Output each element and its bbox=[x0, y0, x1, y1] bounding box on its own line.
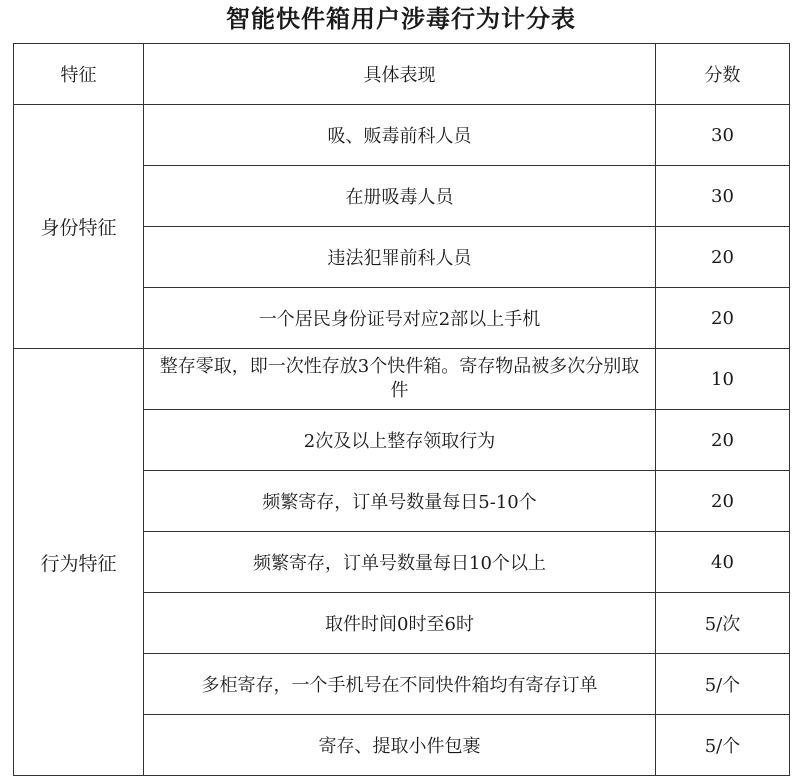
row-description: 在册吸毒人员 bbox=[144, 166, 656, 227]
row-score: 20 bbox=[656, 288, 790, 349]
category-behavior: 行为特征 bbox=[14, 349, 144, 776]
header-feature: 特征 bbox=[14, 44, 144, 105]
page-title: 智能快件箱用户涉毒行为计分表 bbox=[226, 5, 576, 33]
table-row bbox=[14, 105, 790, 166]
table-header-row bbox=[14, 44, 790, 105]
row-score: 30 bbox=[656, 166, 790, 227]
score-table bbox=[13, 43, 790, 776]
row-description: 取件时间0时至6时 bbox=[144, 593, 656, 654]
row-score: 5/次 bbox=[656, 593, 790, 654]
category-identity: 身份特征 bbox=[14, 105, 144, 349]
row-score: 20 bbox=[656, 227, 790, 288]
row-score: 20 bbox=[656, 410, 790, 471]
row-description: 2次及以上整存领取行为 bbox=[144, 410, 656, 471]
row-score: 20 bbox=[656, 471, 790, 532]
row-score: 30 bbox=[656, 105, 790, 166]
row-description: 多柜寄存，一个手机号在不同快件箱均有寄存订单 bbox=[144, 654, 656, 715]
row-score: 5/个 bbox=[656, 715, 790, 776]
header-description: 具体表现 bbox=[144, 44, 656, 105]
row-description: 吸、贩毒前科人员 bbox=[144, 105, 656, 166]
table-row bbox=[14, 349, 790, 410]
header-score: 分数 bbox=[656, 44, 790, 105]
row-description: 整存零取，即一次性存放3个快件箱。寄存物品被多次分别取件 bbox=[144, 349, 656, 410]
row-description: 寄存、提取小件包裹 bbox=[144, 715, 656, 776]
row-description: 一个居民身份证号对应2部以上手机 bbox=[144, 288, 656, 349]
row-description: 违法犯罪前科人员 bbox=[144, 227, 656, 288]
row-score: 5/个 bbox=[656, 654, 790, 715]
row-score: 10 bbox=[656, 349, 790, 410]
row-description: 频繁寄存，订单号数量每日5-10个 bbox=[144, 471, 656, 532]
row-score: 40 bbox=[656, 532, 790, 593]
row-description: 频繁寄存，订单号数量每日10个以上 bbox=[144, 532, 656, 593]
